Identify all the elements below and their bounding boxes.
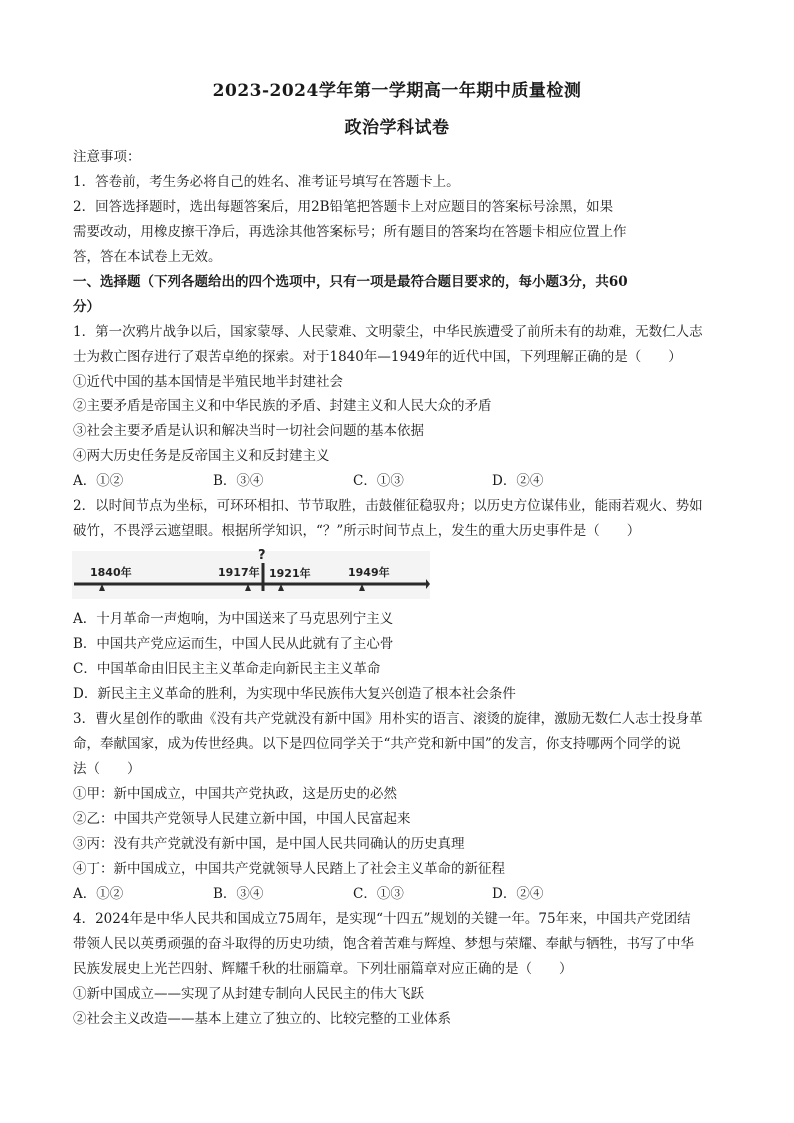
section-heading-line-1: 一、选择题（下列各题给出的四个选项中，只有一项是最符合题目要求的，每小题3分，共60 [73, 274, 628, 290]
notice-item-2-line-1: 2．回答选择题时，选出每题答案后，用2B铅笔把答题卡上对应题目的答案标号涂黑，如果 [73, 199, 614, 215]
q1-option-b: B．③④ [213, 473, 264, 489]
q4-statement-2: ②社会主义改造——基本上建立了独立的、比较完整的工业体系 [73, 1011, 451, 1027]
q3-option-b: B．③④ [213, 886, 264, 902]
q3-option-c: C．①③ [353, 886, 404, 902]
q1-statement-1: ①近代中国的基本国情是半殖民地半封建社会 [73, 374, 343, 390]
q3-stem-line-2: 命，奉献国家，成为传世经典。以下是四位同学关于“共产党和新中国”的发言，你支持哪两个同学的说 [73, 736, 681, 752]
q1-statement-4: ④两大历史任务是反帝国主义和反封建主义 [73, 448, 330, 464]
q1-statement-2: ②主要矛盾是帝国主义和中华民族的矛盾、封建主义和人民大众的矛盾 [73, 398, 492, 414]
timeline-label-1949: 1949年 [348, 566, 390, 579]
q3-option-d: D．②④ [492, 886, 544, 902]
q4-stem-line-1: 4．2024年是中华人民共和国成立75周年，是实现“十四五”规划的关键一年。75年来，中国共产党团结 [73, 911, 691, 927]
timeline-label-1917: 1917年 [218, 566, 260, 579]
timeline-figure [72, 548, 430, 599]
exam-title: 2023-2024学年第一学期高一年期中质量检测 [212, 81, 582, 101]
q1-statement-3: ③社会主要矛盾是认识和解决当时一切社会问题的基本依据 [73, 423, 424, 439]
notice-item-2-line-3: 答，答在本试卷上无效。 [73, 249, 222, 265]
timeline-label-1840: 1840年 [90, 566, 132, 579]
notice-item-2-line-2: 需要改动，用橡皮擦干净后，再选涂其他答案标号；所有题目的答案均在答题卡相应位置上作 [73, 224, 627, 240]
q1-stem-line-1: 1．第一次鸦片战争以后，国家蒙辱、人民蒙难、文明蒙尘，中华民族遭受了前所未有的劫难，无数仁人志 [73, 324, 703, 340]
q3-statement-4: ④丁：新中国成立，中国共产党就领导人民踏上了社会主义革命的新征程 [73, 861, 505, 877]
q1-option-d: D．②④ [492, 473, 544, 489]
notice-heading: 注意事项： [73, 149, 141, 165]
q1-option-a: A．①② [73, 473, 124, 489]
q3-statement-2: ②乙：中国共产党领导人民建立新中国，中国人民富起来 [73, 811, 411, 827]
q4-statement-1: ①新中国成立——实现了从封建专制向人民民主的伟大飞跃 [73, 986, 424, 1002]
q3-stem-line-3: 法（ ） [73, 761, 141, 777]
q2-option-d: D．新民主主义革命的胜利，为实现中华民族伟大复兴创造了根本社会条件 [73, 686, 516, 702]
q1-stem-line-2: 士为救亡图存进行了艰苦卓绝的探索。对于1840年—1949年的近代中国，下列理解正确的是（ ） [73, 349, 682, 365]
section-heading-line-2: 分） [73, 299, 100, 315]
q1-option-c: C．①③ [353, 473, 404, 489]
q2-stem-line-2: 破竹，不畏浮云遮望眼。根据所学知识，“？”所示时间节点上，发生的重大历史事件是（ ） [73, 523, 641, 539]
timeline-question-mark: ? [258, 548, 266, 563]
q2-option-b: B．中国共产党应运而生，中国人民从此就有了主心骨 [73, 636, 394, 652]
q3-option-a: A．①② [73, 886, 124, 902]
q4-stem-line-3: 民族发展史上光芒四射、辉耀千秋的壮丽篇章。下列壮丽篇章对应正确的是（ ） [73, 961, 573, 977]
q3-statement-1: ①甲：新中国成立，中国共产党执政，这是历史的必然 [73, 786, 397, 802]
q3-stem-line-1: 3．曹火星创作的歌曲《没有共产党就没有新中国》用朴实的语言、滚烫的旋律，激励无数仁人志士投身革 [73, 711, 703, 727]
q2-option-c: C．中国革命由旧民主主义革命走向新民主主义革命 [73, 661, 381, 677]
q2-stem-line-1: 2．以时间节点为坐标，可环环相扣、节节取胜，击鼓催征稳驭舟；以历史方位谋伟业，能雨若观火、势如 [73, 498, 703, 514]
exam-subtitle: 政治学科试卷 [344, 118, 450, 138]
notice-item-1: 1．答卷前，考生务必将自己的姓名、准考证号填写在答题卡上。 [73, 174, 460, 190]
timeline-label-1921: 1921年 [269, 567, 311, 580]
q2-option-a: A．十月革命一声炮响，为中国送来了马克思列宁主义 [73, 611, 394, 627]
q4-stem-line-2: 带领人民以英勇顽强的奋斗取得的历史功绩，饱含着苦难与辉煌、梦想与荣耀、奉献与牺牲，书写了中华 [73, 936, 694, 952]
q3-statement-3: ③丙：没有共产党就没有新中国，是中国人民共同确认的历史真理 [73, 836, 465, 852]
